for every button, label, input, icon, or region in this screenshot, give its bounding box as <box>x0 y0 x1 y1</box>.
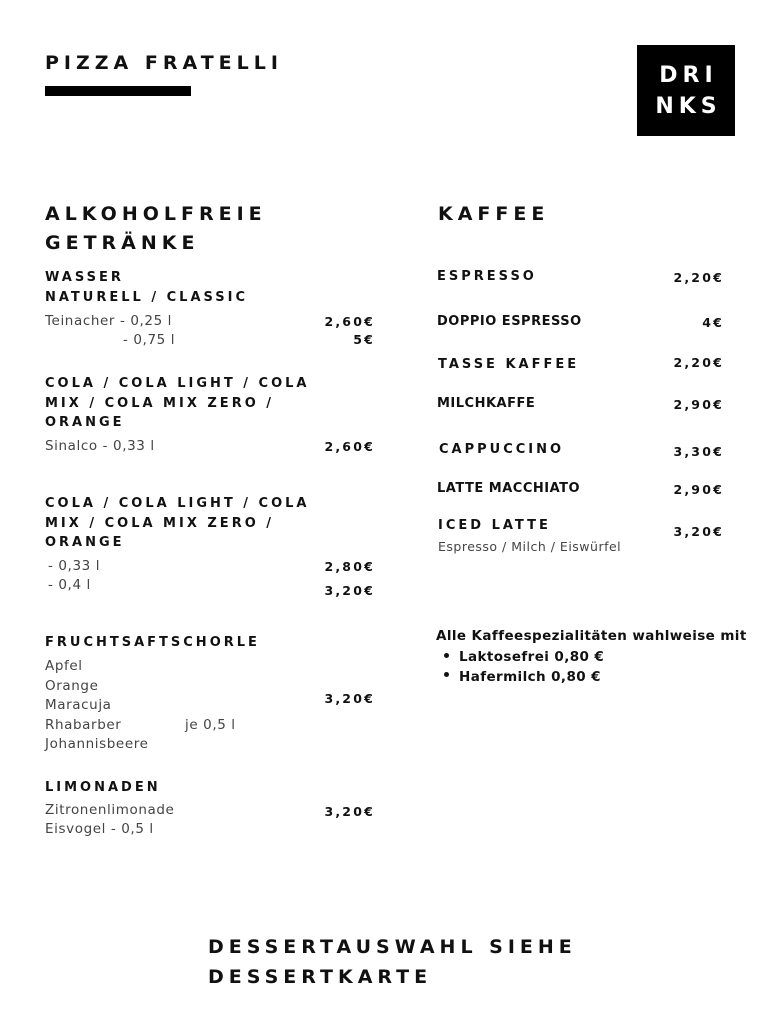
kaffee-price-iced-latte: 3,20€ <box>673 524 724 539</box>
wasser-title: WASSER NATURELL / CLASSIC <box>45 270 249 305</box>
dessert-footer: DESSERTAUSWAHL SIEHE DESSERTKARTE <box>208 936 577 988</box>
cola-2-item-1: - 0,33 l <box>48 558 101 574</box>
kaffee-price-latte-macchiato: 2,90€ <box>673 482 724 497</box>
kaffee-item-iced-latte: ICED LATTE <box>438 518 551 533</box>
list-item: Johannisbeere <box>45 736 149 752</box>
kaffee-item-latte-macchiato: LATTE MACCHIATO <box>437 481 581 496</box>
cola-title-2: COLA / COLA LIGHT / COLA MIX / COLA MIX ZERO / ORANGE <box>45 496 310 550</box>
badge-line-1: DRI <box>659 62 718 88</box>
wasser-price-1: 2,60€ <box>324 314 375 329</box>
wasser-item-2: - 0,75 l <box>123 332 176 348</box>
list-item: Hafermilch 0,80 € <box>436 668 604 688</box>
cola-2-price-1: 2,80€ <box>324 559 375 574</box>
kaffee-price-tasse: 2,20€ <box>673 355 724 370</box>
wasser-price-2: 5€ <box>353 332 375 347</box>
list-item: Rhabarber <box>45 716 122 733</box>
wasser-item-1: Teinacher - 0,25 l <box>45 313 173 329</box>
kaffee-item-cappuccino: CAPPUCCINO <box>439 442 565 457</box>
brand-underline <box>45 86 191 96</box>
section-heading-kaffee: KAFFEE <box>438 203 550 225</box>
kaffee-note-title: Alle Kaffeespezialitäten wahlweise mit <box>436 628 747 644</box>
kaffee-item-doppio: DOPPIO ESPRESSO <box>437 314 582 329</box>
kaffee-item-milchkaffe: MILCHKAFFE <box>437 396 536 411</box>
list-item: Apfel <box>45 658 83 674</box>
list-item: Maracuja <box>45 697 112 713</box>
schorle-price: 3,20€ <box>324 691 375 706</box>
limonaden-item-1: Zitronenlimonade <box>45 802 175 818</box>
kaffee-price-espresso: 2,20€ <box>673 270 724 285</box>
limonaden-title: LIMONADEN <box>45 780 161 795</box>
kaffee-price-cappuccino: 3,30€ <box>673 444 724 459</box>
schorle-title: FRUCHTSAFTSCHORLE <box>45 635 260 650</box>
badge-line-2: NKS <box>655 93 722 119</box>
kaffee-item-espresso: ESPRESSO <box>437 269 537 284</box>
brand-title: PIZZA FRATELLI <box>45 52 283 74</box>
list-item: Orange <box>45 677 99 694</box>
cola-1-item-1: Sinalco - 0,33 l <box>45 438 155 454</box>
drinks-badge <box>637 45 735 136</box>
cola-2-item-2: - 0,4 l <box>48 577 91 593</box>
schorle-size: je 0,5 l <box>185 717 236 733</box>
section-heading-alkoholfrei: ALKOHOLFREIE GETRÄNKE <box>45 203 267 254</box>
kaffee-note-list <box>436 648 604 687</box>
schorle-list <box>45 657 149 755</box>
bullet-icon <box>444 653 449 658</box>
cola-title-1: COLA / COLA LIGHT / COLA MIX / COLA MIX ZERO / ORANGE <box>45 376 310 430</box>
bullet-icon <box>444 672 449 677</box>
list-item: Laktosefrei 0,80 € <box>436 648 604 668</box>
cola-2-price-2: 3,20€ <box>324 583 375 598</box>
kaffee-item-iced-latte-sub: Espresso / Milch / Eiswürfel <box>438 539 622 554</box>
kaffee-price-milchkaffe: 2,90€ <box>673 397 724 412</box>
limonaden-price: 3,20€ <box>324 804 375 819</box>
kaffee-item-tasse: TASSE KAFFEE <box>438 357 580 372</box>
cola-1-price-1: 2,60€ <box>324 439 375 454</box>
limonaden-item-2: Eisvogel - 0,5 l <box>45 821 154 837</box>
kaffee-price-doppio: 4€ <box>702 315 724 330</box>
